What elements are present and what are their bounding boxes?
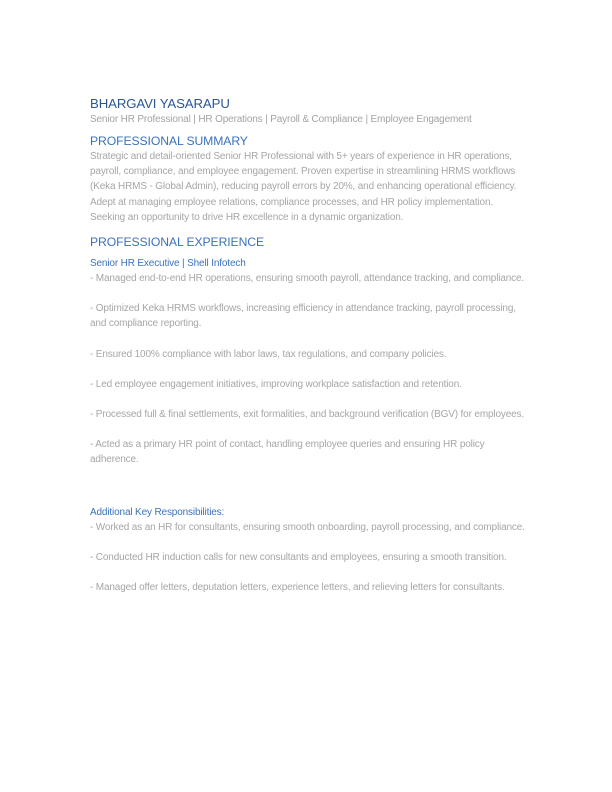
additional-responsibilities [90,505,530,596]
list-item: - Optimized Keka HRMS workflows, increasing efficiency in attendance tracking, payroll processing, and compliance reporting. [90,303,516,330]
list-item: - Worked as an HR for consultants, ensuring smooth onboarding, payroll processing, and compliance. [90,521,525,533]
job-title: Senior HR Executive | Shell Infotech [90,258,246,270]
list-item: - Acted as a primary HR point of contact, handling employee queries and ensuring HR policy adherence. [90,439,485,466]
candidate-name: BHARGAVI YASARAPU [90,96,230,111]
job-entry [90,256,530,468]
summary-text: Strategic and detail-oriented Senior HR Professional with 5+ years of experience in HR operations, payroll, compliance, and employee engagement. Proven expertise in streamlining HRMS workflows (Keka HRMS - Global Admin), reducing payroll errors by 20%, and enhancing operational efficiency. Adept at managing employee relations, compliance processes, and HR policy implementation. Seeking an opportunity to drive HR excellence in a dynamic organization. [90,151,517,223]
resume-page [90,95,530,595]
job-bullets [90,271,530,468]
list-item: - Managed end-to-end HR operations, ensuring smooth payroll, attendance tracking, and compliance. [90,273,525,285]
experience-heading: PROFESSIONAL EXPERIENCE [90,235,265,250]
list-item: - Processed full & final settlements, exit formalities, and background verification (BGV) for employees. [90,409,525,421]
summary-section [90,133,530,225]
list-item: - Ensured 100% compliance with labor laws, tax regulations, and company policies. [90,348,447,360]
summary-heading: PROFESSIONAL SUMMARY [90,134,248,148]
experience-section [90,234,530,595]
list-item: - Managed offer letters, deputation letters, experience letters, and relieving letters for consultants. [90,582,505,594]
additional-heading: Additional Key Responsibilities: [90,506,225,518]
additional-bullets [90,520,530,596]
list-item: - Conducted HR induction calls for new consultants and employees, ensuring a smooth transition. [90,551,507,563]
list-item: - Led employee engagement initiatives, improving workplace satisfaction and retention. [90,378,462,390]
resume-header [90,95,530,127]
candidate-tagline: Senior HR Professional | HR Operations | Payroll & Compliance | Employee Engagement [90,114,472,125]
